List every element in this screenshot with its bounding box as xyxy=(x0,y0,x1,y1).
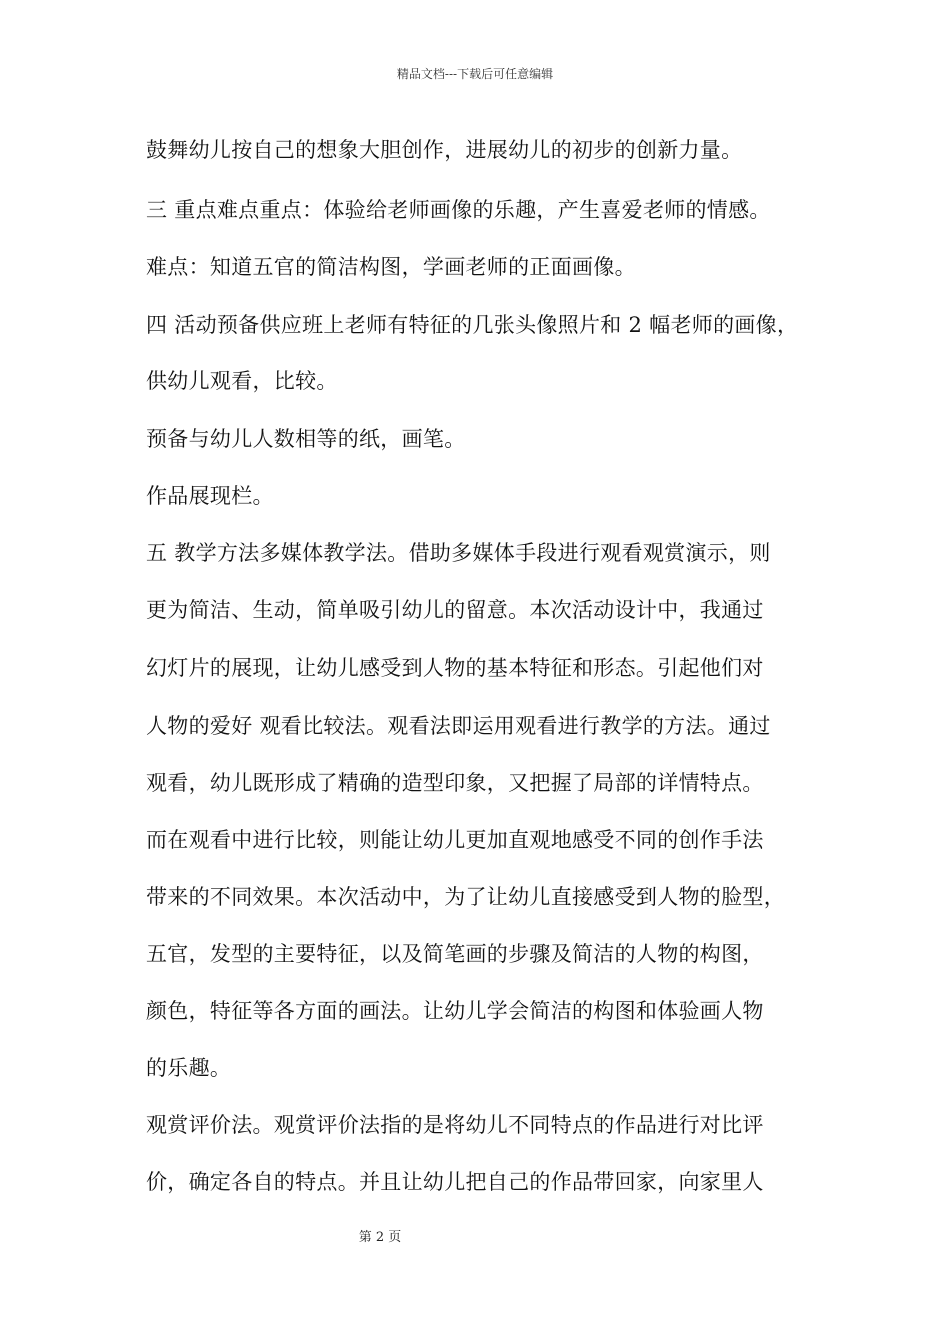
text-line: 供幼儿观看，比较。 xyxy=(146,369,338,393)
text-line: 鼓舞幼儿按自己的想象大胆创作，进展幼儿的初步的创新力量。 xyxy=(146,138,743,162)
text-line: 难点：知道五官的简洁构图，学画老师的正面画像。 xyxy=(146,255,636,279)
text-line: 带来的不同效果。本次活动中，为了让幼儿直接感受到人物的脸型， xyxy=(146,885,785,909)
page-number: 第 2 页 xyxy=(358,1230,402,1245)
text-line: 五官，发型的主要特征，以及简笔画的步骤及简洁的人物的构图， xyxy=(146,942,764,966)
text-line: 颜色，特征等各方面的画法。让幼儿学会简洁的构图和体验画人物 xyxy=(146,999,764,1023)
text-line: 四 活动预备供应班上老师有特征的几张头像照片和 2 幅老师的画像， xyxy=(146,313,799,337)
text-line: 人物的爱好 观看比较法。观看法即运用观看进行教学的方法。通过 xyxy=(146,714,771,738)
page-header: 精品文档---下载后可任意编辑 xyxy=(396,67,554,81)
text-line: 预备与幼儿人数相等的纸，画笔。 xyxy=(146,427,466,451)
text-line: 而在观看中进行比较，则能让幼儿更加直观地感受不同的创作手法 xyxy=(146,828,764,852)
text-line: 五 教学方法多媒体教学法。借助多媒体手段进行观看观赏演示，则 xyxy=(146,541,771,565)
text-line: 更为简洁、生动，简单吸引幼儿的留意。本次活动设计中，我通过 xyxy=(146,598,764,622)
text-line: 价，确定各自的特点。并且让幼儿把自己的作品带回家，向家里人 xyxy=(146,1170,764,1194)
text-line: 幻灯片的展现，让幼儿感受到人物的基本特征和形态。引起他们对 xyxy=(146,656,764,680)
text-line: 的乐趣。 xyxy=(146,1056,232,1080)
text-line: 观看，幼儿既形成了精确的造型印象，又把握了局部的详情特点。 xyxy=(146,771,764,795)
text-line: 三 重点难点重点：体验给老师画像的乐趣，产生喜爱老师的情感。 xyxy=(146,198,771,222)
text-line: 作品展现栏。 xyxy=(146,484,274,508)
text-line: 观赏评价法。观赏评价法指的是将幼儿不同特点的作品进行对比评 xyxy=(146,1113,764,1137)
